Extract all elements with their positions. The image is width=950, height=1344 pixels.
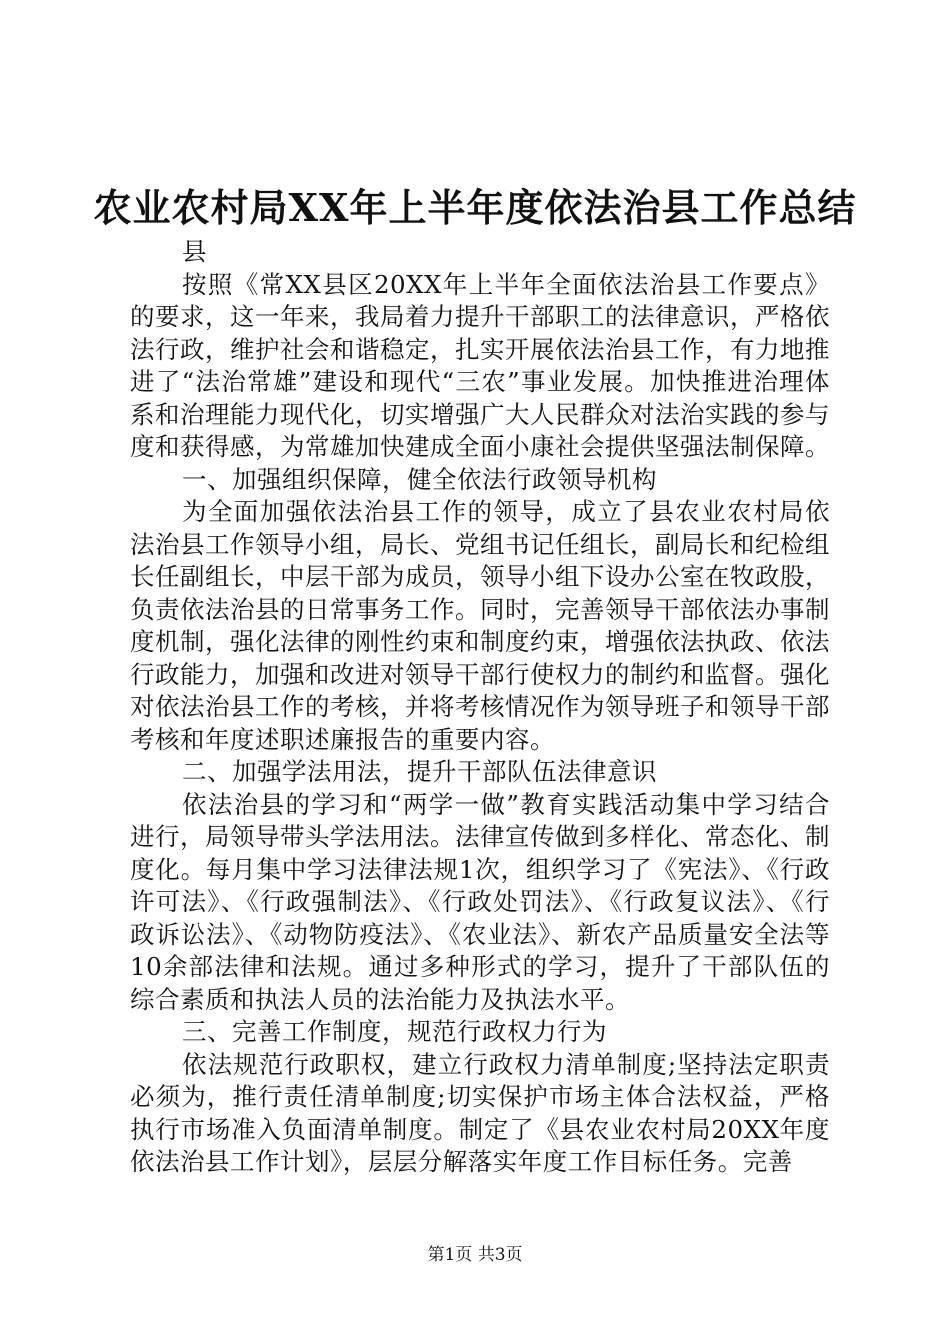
document-body [130, 236, 830, 1179]
section-heading-2: 二、加强学法用法，提升干部队伍法律意识 [182, 757, 657, 786]
paragraph-section-3: 依法规范行政职权，建立行政权力清单制度;坚持法定职责必须为，推行责任清单制度;切实保护市场主体合法权益，严格执行市场准入负面清单制度。制定了《县农业农村局20XX年度依法治县工作计划》，层层分解落实年度工作目标任务。完善 [130, 1049, 830, 1176]
paragraph-county: 县 [182, 237, 207, 266]
paragraph-section-1: 为全面加强依法治县工作的领导，成立了县农业农村局依法治县工作领导小组，局长、党组书记任组长，副局长和纪检组长任副组长，中层干部为成员，领导小组下设办公室在牧政股，负责依法治县的日常事务工作。同时，完善领导干部依法办事制度机制，强化法律的刚性约束和制度约束，增强依法执政、依法行政能力，加强和改进对领导干部行使权力的制约和监督。强化对依法治县工作的考核，并将考核情况作为领导班子和领导干部考核和年度述职述廉报告的重要内容。 [130, 497, 830, 754]
paragraph-section-2: 依法治县的学习和“两学一做”教育实践活动集中学习结合进行，局领导带头学法用法。法律宣传做到多样化、常态化、制度化。每月集中学习法律法规1次，组织学习了《宪法》、《行政许可法》、《行政强制法》、《行政处罚法》、《行政复议法》、《行政诉讼法》、《动物防疫法》、《农业法》、新农产品质量安全法等10余部法律和法规。通过多种形式的学习，提升了干部队伍的综合素质和执法人员的法治能力及执法水平。 [130, 789, 830, 1014]
paragraph-intro: 按照《常XX县区20XX年上半年全面依法治县工作要点》的要求，这一年来，我局着力提升干部职工的法律意识，严格依法行政，维护社会和谐稳定，扎实开展依法治县工作，有力地推进了“法治常雄”建设和现代“三农”事业发展。加快推进治理体系和治理能力现代化，切实增强广大人民群众对法治实践的参与度和获得感，为常雄加快建成全面小康社会提供坚强法制保障。 [130, 269, 830, 461]
section-heading-1: 一、加强组织保障，健全依法行政领导机构 [182, 464, 657, 494]
section-heading-3: 三、完善工作制度，规范行政权力行为 [182, 1017, 607, 1046]
document-title: 农业农村局XX年上半年度依法治县工作总结 [93, 185, 857, 230]
page-number-footer: 第1页 共3页 [427, 1245, 523, 1265]
